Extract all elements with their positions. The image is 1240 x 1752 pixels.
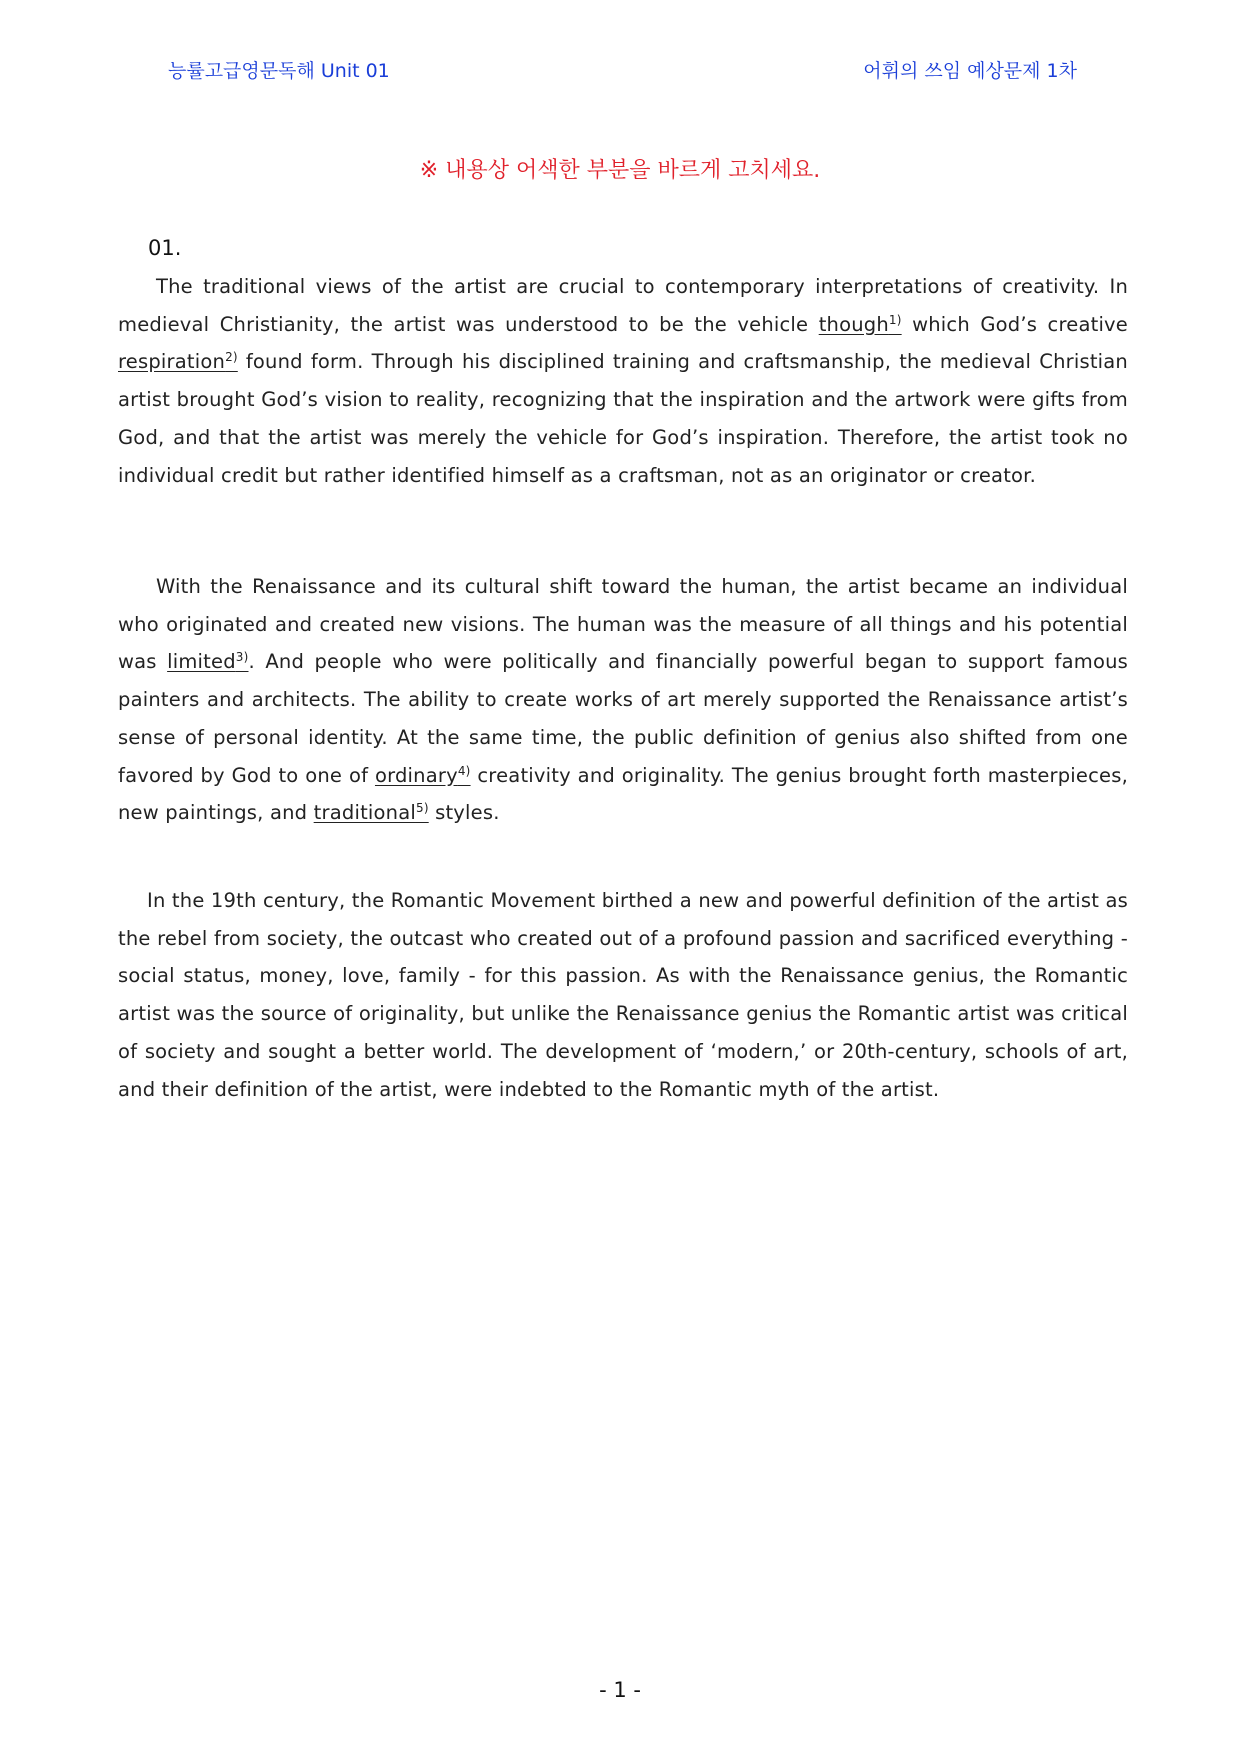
blank-number: 5) (415, 801, 429, 816)
passage-paragraph-1 (118, 268, 1128, 494)
blank-number: 4) (457, 763, 471, 778)
underlined-word-1[interactable]: though$^{1)}$ (818, 312, 902, 336)
blank-number: 2) (225, 350, 238, 365)
blank-number: 3) (235, 650, 249, 665)
passage-paragraph-3 (118, 882, 1128, 1108)
page-header (168, 56, 1077, 86)
underlined-word-5[interactable]: traditional$^{5)}$ (313, 801, 429, 825)
paragraph-text: In the 19th century, the Romantic Movement birthed a new and powerful definition of the artist as the rebel from society, the outcast who created out of a profound passion and sacrificed everything - social status, money, love, family - for this passion. As with the Renaissance genius, the Romantic artist was the source of originality, but unlike the Renaissance genius the Romantic artist was critical of society and sought a better world. The development of ‘modern,’ or 20th-century, schools of art, and their definition of the artist, were indebted to the Romantic myth of the artist. (118, 889, 1128, 1101)
paragraph-text: found form. Through his disciplined training and craftsmanship, the medieval Christian artist brought God’s vision to reality, recognizing that the inspiration and the artwork were gifts from God, and that the artist was merely the vehicle for God’s inspiration. Therefore, the artist took no individual credit but rather identified himself as a craftsman, not as an originator or creator. (118, 350, 1128, 487)
underlined-word-2[interactable]: respiration$^{2)}$ (118, 350, 238, 374)
underlined-word-3[interactable]: limited$^{3)}$ (167, 650, 249, 674)
header-course-title: 능률고급영문독해 Unit 01 (168, 60, 390, 82)
paragraph-text: creativity and originality. The genius brought forth masterpieces, new paintings, and (118, 763, 1129, 825)
underlined-word-4[interactable]: ordinary$^{4)}$ (374, 763, 471, 787)
question-number: 01. (148, 236, 182, 260)
header-exam-title: 어휘의 쓰임 예상문제 1차 (863, 60, 1077, 82)
paragraph-text: With the Renaissance and its cultural shift toward the human, the artist became an individual who originated and created new visions. The human was the measure of all things and his potential was (118, 575, 1128, 674)
blank-number: 1) (888, 312, 902, 327)
instruction-text: ※ 내용상 어색한 부분을 바르게 고치세요. (419, 158, 821, 183)
paragraph-text: . And people who were politically and financially powerful began to support famous painters and architects. The ability to create works of art merely supported the Renaissance artist’s sense of personal identity. At the same time, the public definition of genius also shifted from one favored by God to one of (118, 650, 1128, 787)
passage-paragraph-2 (118, 568, 1128, 832)
paragraph-text: styles. (428, 801, 500, 825)
page-number: - 1 - (599, 1678, 641, 1702)
paragraph-text: The traditional views of the artist are crucial to contemporary interpretations of creativity. In medieval Christianity, the artist was understood to be the vehicle (118, 275, 1128, 336)
paragraph-text: which God’s creative (901, 312, 1128, 336)
